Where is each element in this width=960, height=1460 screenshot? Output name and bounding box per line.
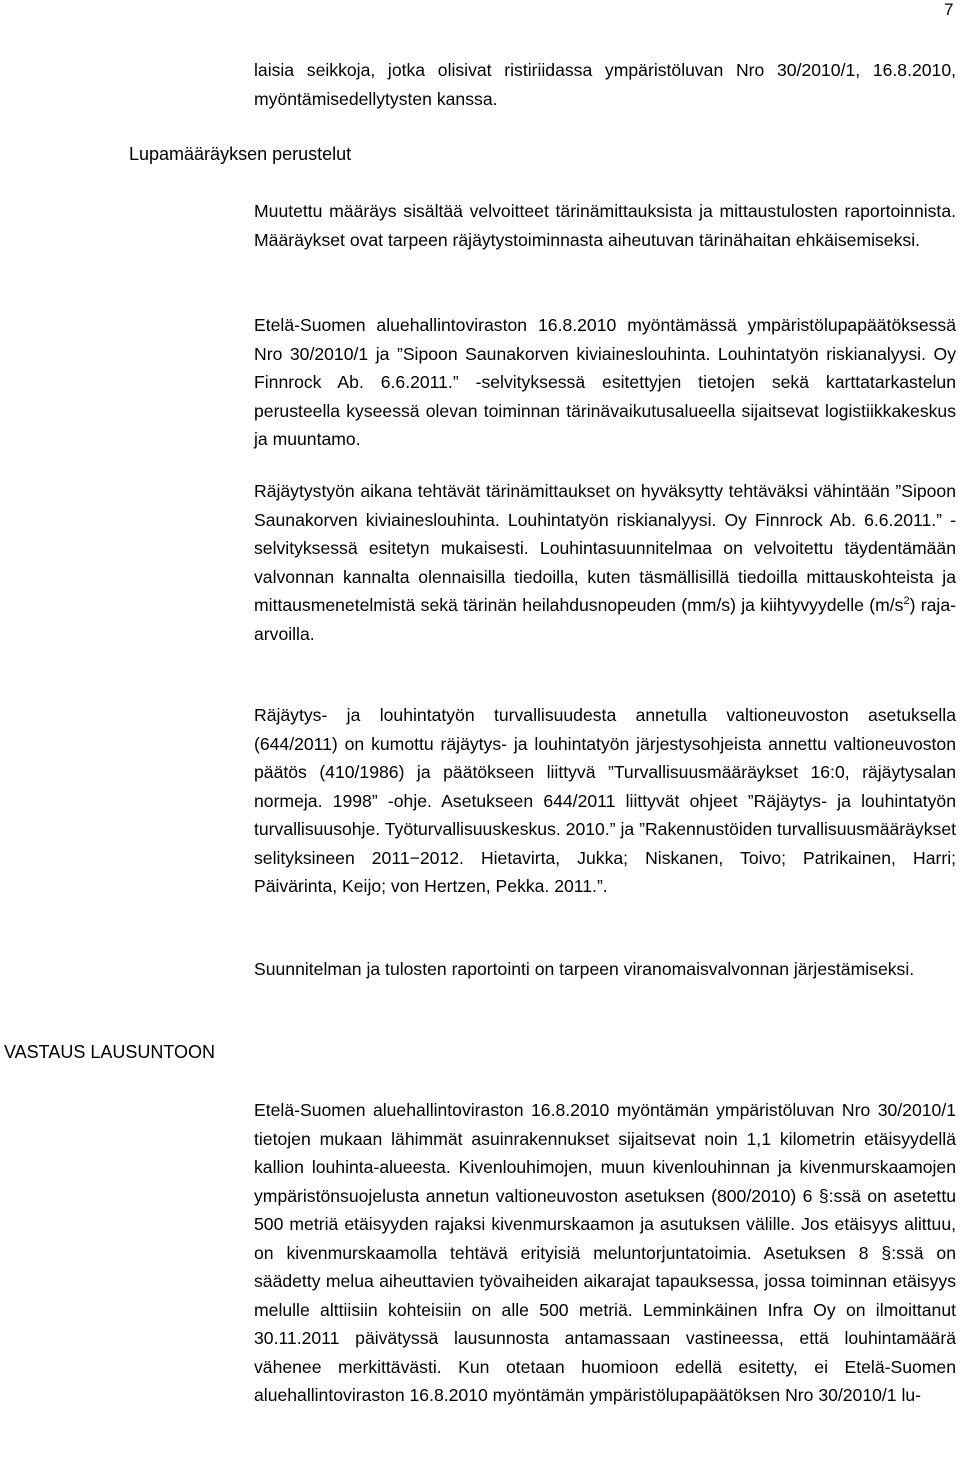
paragraph-turvallisuus-asetus: Räjäytys- ja louhintatyön turvallisuudesta annetulla valtioneuvoston asetuksella (644/2011) on kumottu räjäytys- ja louhintatyön järjestysohjeista annettu valtioneuvoston päätös (410/1986) ja päätökseen liittyvä ”Turvallisuusmääräykset 16:0, räjäytysalan normeja. 1998” -ohje. Asetukseen 644/2011 liittyvät ohjeet ”Räjäytys- ja louhintatyön turvallisuusohje. Työturvallisuuskeskus. 2010.” ja ”Rakennustöiden turvallisuusmääräykset selityksineen 2011−2012. Hietavirta, Jukka; Niskanen, Toivo; Patrikainen, Harri; Päivärinta, Keijo; von Hertzen, Pekka. 2011.”.	[254, 705, 956, 896]
paragraph-muutettu-maarays: Muutettu määräys sisältää velvoitteet tärinämittauksista ja mittaustulosten raportoinnista. Määräykset ovat tarpeen räjäytystoiminnasta aiheutuvan tärinähaitan ehkäisemiseksi.	[254, 201, 956, 250]
paragraph-vastaus-lausuntoon: Etelä-Suomen aluehallintoviraston 16.8.2010 myöntämän ympäristöluvan Nro 30/2010/1 tietojen mukaan lähimmät asuinrakennukset sijaitsevat noin 1,1 kilometrin etäisyydellä kallion louhinta-alueesta. Kivenlouhimojen, muun kivenlouhinnan ja kivenmurskaamojen ympäristönsuojelusta annetun valtioneuvoston asetuksen (800/2010) 6 §:ssä on asetettu 500 metriä etäisyyden rajaksi kivenmurskaamon ja asutuksen välille. Jos etäisyys alittuu, on kivenmurskaamolla tehtävä erityisiä meluntorjuntatoimia. Asetuksen 8 §:ssä on säädetty melua aiheuttavien työvaiheiden aikarajat tapauksessa, jossa toiminnan etäisyys melulle alttiisiin kohteisiin on alle 500 metriä. Lemminkäinen Infra Oy on ilmoittanut 30.11.2011 päivätyssä lausunnosta antamassaan vastineessa, että louhintamäärä vähenee merkittävästi. Kun otetaan huomioon edellä esitetty, ei Etelä-Suomen aluehallintoviraston 16.8.2010 myöntämän ympäristölupapäätöksen Nro 30/2010/1 lu-	[254, 1100, 956, 1405]
page-number: 7	[944, 0, 954, 19]
superscript-exponent: 2	[903, 595, 910, 607]
section-heading-vastaus: VASTAUS LAUSUNTOON	[4, 1042, 216, 1062]
section-heading-lupamaarays: Lupamääräyksen perustelut	[129, 144, 352, 164]
paragraph-etela-suomen-lupapaatos: Etelä-Suomen aluehallintoviraston 16.8.2010 myöntämässä ympäristölupapäätöksessä Nro 30/2010/1 ja ”Sipoon Saunakorven kiviaineslouhinta. Louhintatyön riskianalyysi. Oy Finnrock Ab. 6.6.2011.” -selvityksessä esitettyjen tietojen sekä karttatarkastelun perusteella kyseessä olevan toiminnan tärinävaikutusalueella sijaitsevat logistiikkakeskus ja muuntamo.	[254, 315, 956, 449]
paragraph-continuation: laisia seikkoja, jotka olisivat ristiriidassa ympäristöluvan Nro 30/2010/1, 16.8.2010, myöntämisedellytysten kanssa.	[254, 60, 956, 109]
paragraph-suunnitelman-raportointi: Suunnitelman ja tulosten raportointi on tarpeen viranomaisvalvonnan järjestämiseksi.	[254, 959, 915, 979]
paragraph-rajaytystyon-mittaukset	[254, 477, 956, 648]
paragraph-text-end: ) rajaarvoilla.	[254, 595, 956, 644]
paragraph-text: Räjäytystyön aikana tehtävät tärinämittaukset on hyväksytty tehtäväksi vähintään ”Sipoon Saunakorven kiviaineslouhinta. Louhintatyön riskianalyysi. Oy Finnrock Ab. 6.6.2011.” -selvityksessä esitetyn mukaisesti. Louhintasuunnitelmaa on velvoitettu täydentämään valvonnan kannalta olennaisilla tiedoilla, kuten täsmällisillä tiedoilla mittauskohteista ja mittausmenetelmistä sekä tärinän heilahdusnopeuden (mm/s) ja kiihtyvyydelle (m/s	[254, 481, 956, 615]
